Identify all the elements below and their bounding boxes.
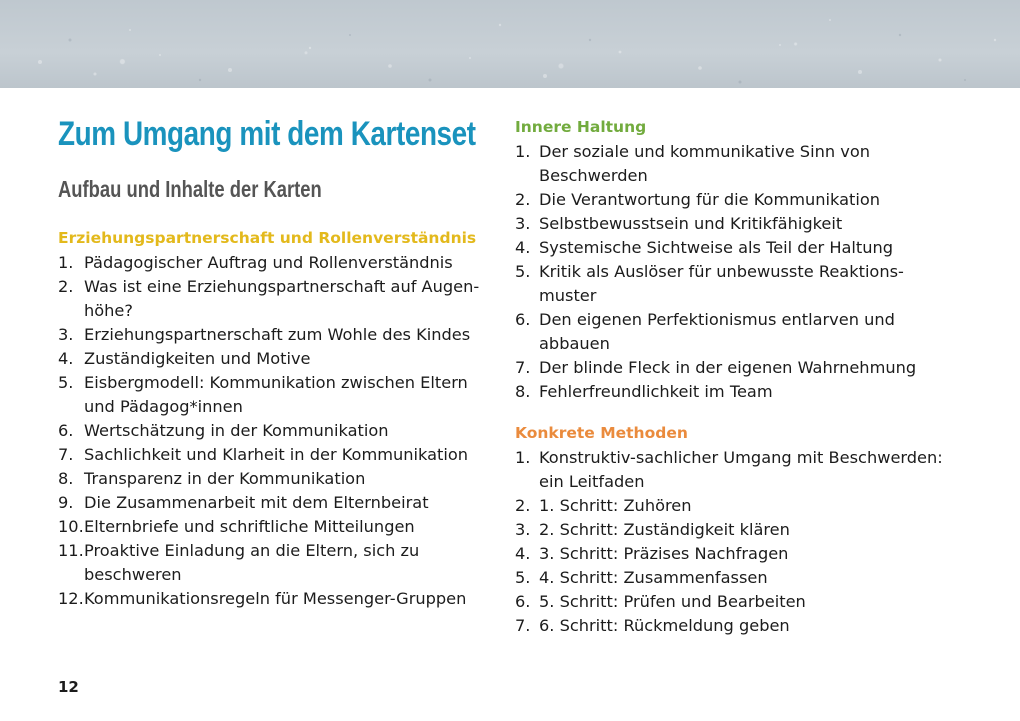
list-item-number: 5.	[515, 568, 531, 587]
section-heading-erziehung: Erziehungspartnerschaft und Rollenverständnis	[58, 229, 477, 247]
list-item	[58, 443, 498, 467]
list-item	[515, 140, 985, 188]
list-item-number: 8.	[515, 382, 531, 401]
left-column	[58, 115, 498, 611]
list-item-number: 10.	[58, 517, 84, 536]
right-column	[515, 118, 985, 638]
list-item-text: Erziehungspartnerschaft zum Wohle des Kindes	[84, 325, 471, 344]
list-item	[515, 260, 985, 308]
list-item	[58, 491, 498, 515]
list-item-text: Fehlerfreundlichkeit im Team	[539, 382, 773, 401]
list-item-number: 5.	[58, 373, 74, 392]
list-item-text: Selbstbewusstsein und Kritikfähigkeit	[539, 214, 843, 233]
list-item-number: 6.	[515, 310, 531, 329]
list-item-number: 5.	[515, 262, 531, 281]
list-item-text: 5. Schritt: Prüfen und Bearbeiten	[539, 592, 806, 611]
list-item-number: 2.	[515, 190, 531, 209]
list-item-number: 7.	[515, 358, 531, 377]
list-item-number: 4.	[515, 238, 531, 257]
list-item-number: 12.	[58, 589, 84, 608]
page-subtitle: Aufbau und Inhalte der Karten	[58, 176, 322, 202]
list-item-text: 4. Schritt: Zusammenfassen	[539, 568, 768, 587]
list-item-number: 6.	[515, 592, 531, 611]
list-item	[515, 590, 985, 614]
list-item	[515, 308, 985, 356]
list-item-number: 1.	[58, 253, 74, 272]
list-item-number: 8.	[58, 469, 74, 488]
section-heading-haltung: Innere Haltung	[515, 118, 647, 136]
list-item	[515, 518, 985, 542]
list-item	[58, 587, 498, 611]
list-item-text: Sachlichkeit und Klarheit in der Kommunikation	[84, 445, 469, 464]
list-item-number: 11.	[58, 541, 84, 560]
list-item-number: 4.	[515, 544, 531, 563]
list-item-text: Proaktive Einladung an die Eltern, sich zu beschweren	[84, 541, 420, 584]
list-item-number: 1.	[515, 448, 531, 467]
header-banner	[0, 0, 1020, 88]
list-item	[515, 236, 985, 260]
list-item-text: 3. Schritt: Präzises Nachfragen	[539, 544, 789, 563]
list-item	[515, 188, 985, 212]
list-item	[515, 446, 985, 494]
list-item-number: 9.	[58, 493, 74, 512]
list-item-text: 6. Schritt: Rückmeldung geben	[539, 616, 790, 635]
list-item-text: Konstruktiv-sachlicher Umgang mit Beschwerden: ein Leitfaden	[539, 448, 943, 491]
list-haltung	[515, 140, 985, 404]
list-item	[58, 347, 498, 371]
list-item-text: Die Verantwortung für die Kommunikation	[539, 190, 881, 209]
list-item-number: 4.	[58, 349, 74, 368]
page-title: Zum Umgang mit dem Kartenset	[58, 115, 476, 153]
list-item-text: Systemische Sichtweise als Teil der Haltung	[539, 238, 894, 257]
section-heading-methoden: Konkrete Methoden	[515, 424, 688, 442]
list-item	[58, 539, 498, 587]
texture-decoration	[0, 0, 1020, 88]
list-item	[515, 380, 985, 404]
list-item-number: 7.	[58, 445, 74, 464]
page-number: 12	[58, 678, 79, 696]
list-item-text: Elternbriefe und schriftliche Mitteilungen	[84, 517, 415, 536]
list-item-text: Den eigenen Perfektionismus entlarven und abbauen	[539, 310, 895, 353]
list-item-number: 3.	[515, 520, 531, 539]
list-item	[515, 614, 985, 638]
list-item-number: 7.	[515, 616, 531, 635]
list-item-text: 1. Schritt: Zuhören	[539, 496, 692, 515]
list-item-text: Der soziale und kommunikative Sinn von Beschwerden	[539, 142, 870, 185]
list-item-number: 3.	[58, 325, 74, 344]
list-item	[58, 323, 498, 347]
list-item-text: Die Zusammenarbeit mit dem Elternbeirat	[84, 493, 429, 512]
list-item	[58, 371, 498, 419]
list-item-text: Kritik als Auslöser für unbewusste Reaktions- muster	[539, 262, 904, 305]
list-item	[515, 566, 985, 590]
list-item-text: Wertschätzung in der Kommunikation	[84, 421, 389, 440]
list-item-text: Kommunikationsregeln für Messenger-Gruppen	[84, 589, 467, 608]
list-item-text: Eisbergmodell: Kommunikation zwischen Eltern und Pädagog*innen	[84, 373, 468, 416]
list-item	[515, 356, 985, 380]
list-methoden	[515, 446, 985, 638]
list-item-number: 2.	[515, 496, 531, 515]
list-item-text: Transparenz in der Kommunikation	[84, 469, 366, 488]
list-item	[58, 275, 498, 323]
list-item	[58, 251, 498, 275]
list-item-text: Was ist eine Erziehungspartnerschaft auf Augen- höhe?	[84, 277, 480, 320]
list-item	[58, 515, 498, 539]
list-item-number: 3.	[515, 214, 531, 233]
list-item-text: Pädagogischer Auftrag und Rollenverständnis	[84, 253, 453, 272]
list-item-number: 2.	[58, 277, 74, 296]
list-item	[515, 542, 985, 566]
list-item-number: 1.	[515, 142, 531, 161]
list-item-text: 2. Schritt: Zuständigkeit klären	[539, 520, 790, 539]
list-item	[515, 212, 985, 236]
list-item	[515, 494, 985, 518]
list-item	[58, 419, 498, 443]
list-item-text: Zuständigkeiten und Motive	[84, 349, 311, 368]
list-item-text: Der blinde Fleck in der eigenen Wahrnehmung	[539, 358, 917, 377]
list-item-number: 6.	[58, 421, 74, 440]
list-erziehung	[58, 251, 498, 611]
list-item	[58, 467, 498, 491]
